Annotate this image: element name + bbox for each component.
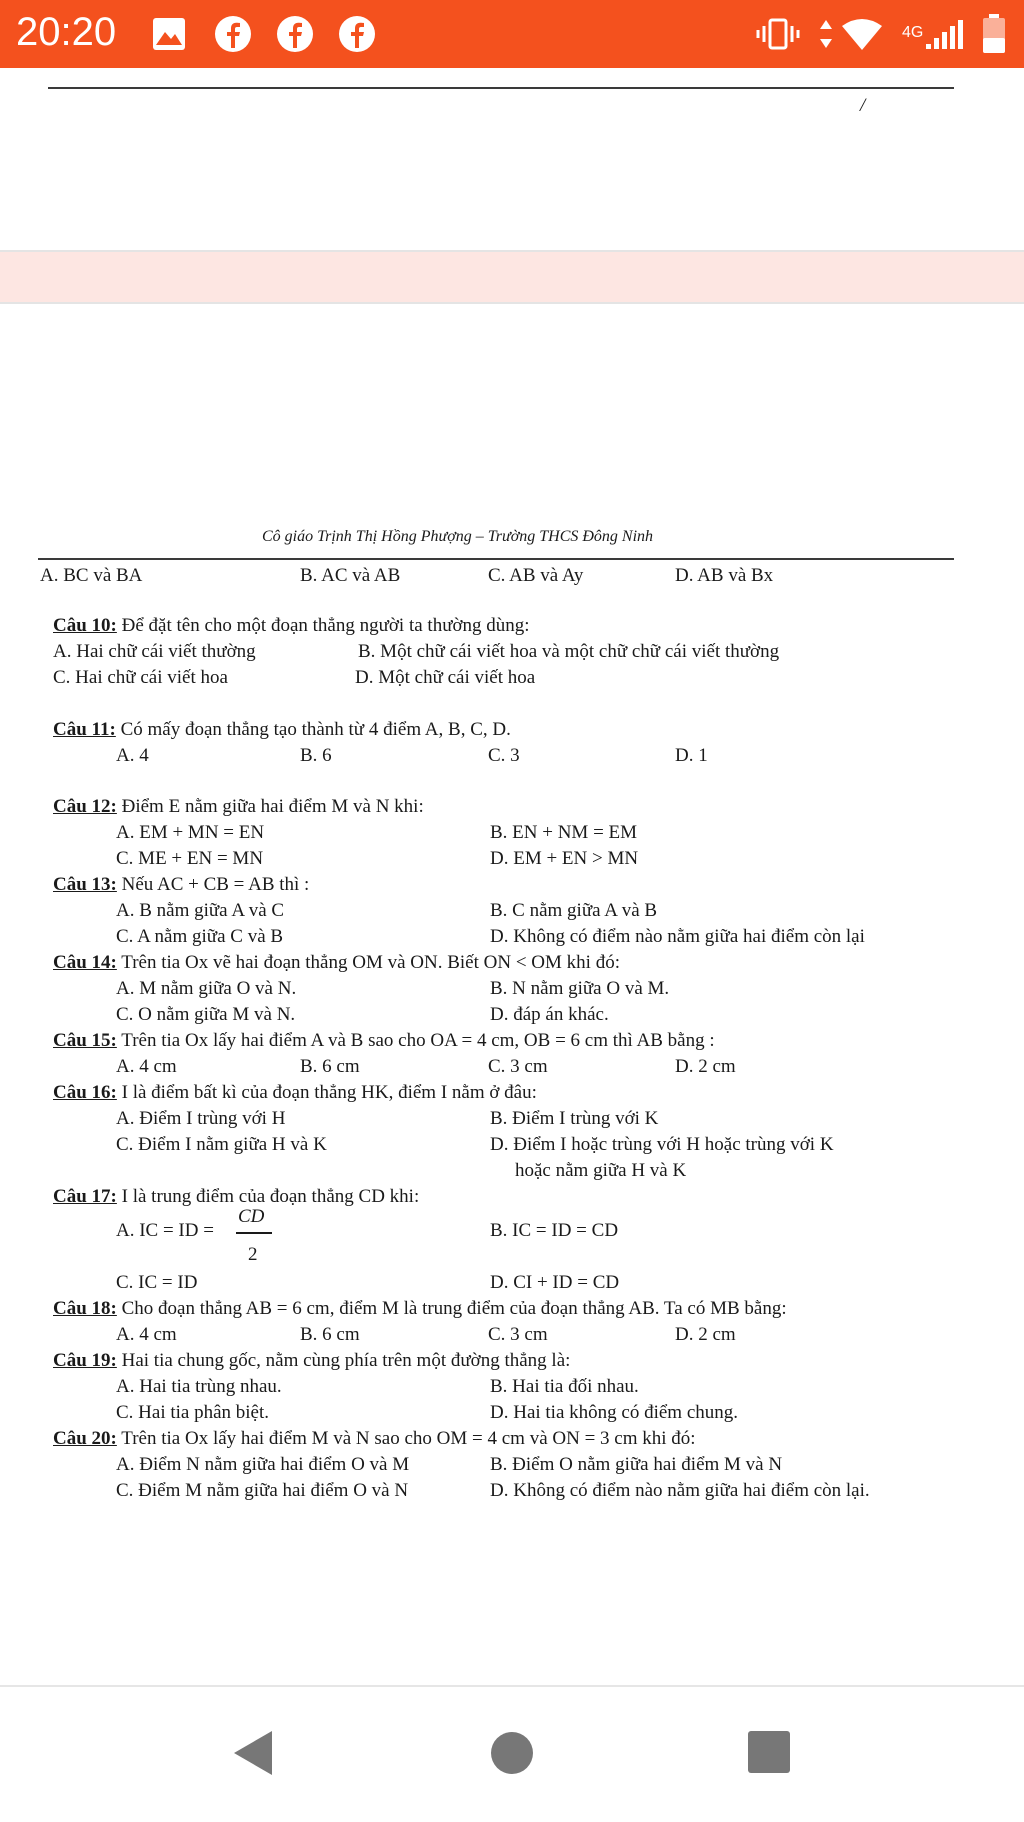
question-stem: I là điểm bất kì của đoạn thẳng HK, điểm I nằm ở đâu: (116, 1082, 537, 1103)
question-14 (53, 952, 620, 974)
back-icon[interactable] (228, 1727, 278, 1779)
question-18 (53, 1298, 787, 1320)
status-time: 20:20 (16, 10, 117, 54)
q12-option-d: D. EM + EN > MN (490, 848, 639, 869)
fraction-numerator: CD (238, 1206, 265, 1227)
q20-option-d: D. Không có điểm nào nằm giữa hai điểm còn lại. (490, 1480, 870, 1501)
question-label: Câu 11: (53, 719, 116, 740)
page-separator (0, 250, 1024, 304)
question-stem: I là trung điểm của đoạn thẳng CD khi: (116, 1186, 420, 1207)
q11-option-b: B. 6 (300, 745, 332, 766)
prev-answer-a: A. BC và BA (40, 565, 143, 586)
q19-option-c: C. Hai tia phân biệt. (116, 1402, 270, 1423)
prev-answer-b: B. AC và AB (300, 565, 401, 586)
fraction-denominator: 2 (248, 1244, 258, 1265)
q12-option-b: B. EN + NM = EM (490, 822, 638, 843)
page-number-mark: / (860, 95, 866, 116)
q19-option-b: B. Hai tia đối nhau. (490, 1376, 639, 1397)
q13-option-b: B. C nằm giữa A và B (490, 900, 658, 921)
battery-icon (982, 14, 1006, 54)
q14-option-c: C. O nằm giữa M và N. (116, 1004, 296, 1025)
facebook-icon (338, 15, 376, 53)
q10-option-d: D. Một chữ cái viết hoa (355, 667, 536, 688)
question-stem: Nếu AC + CB = AB thì : (116, 874, 310, 895)
q13-option-d: D. Không có điểm nào nằm giữa hai điểm còn lại (490, 926, 865, 947)
question-stem: Trên tia Ox lấy hai điểm A và B sao cho OA = 4 cm, OB = 6 cm thì AB bằng : (116, 1030, 715, 1051)
q20-option-b: B. Điểm O nằm giữa hai điểm M và N (490, 1454, 783, 1475)
question-16 (53, 1082, 537, 1104)
question-11 (53, 719, 511, 741)
network-type: 4G (902, 24, 924, 41)
recents-icon[interactable] (744, 1727, 792, 1775)
q11-option-c: C. 3 (488, 745, 520, 766)
q16-option-d: D. Điểm I hoặc trùng với H hoặc trùng với K (490, 1134, 834, 1155)
question-12 (53, 796, 424, 818)
q11-option-a: A. 4 (116, 745, 149, 766)
gallery-icon (152, 17, 186, 51)
question-10 (53, 615, 530, 637)
question-label: Câu 20: (53, 1428, 117, 1449)
q16-option-c: C. Điểm I nằm giữa H và K (116, 1134, 327, 1155)
question-label: Câu 12: (53, 796, 117, 817)
q13-option-a: A. B nằm giữa A và C (116, 900, 285, 921)
q15-option-d: D. 2 cm (675, 1056, 736, 1077)
question-label: Câu 14: (53, 952, 117, 973)
q18-option-b: B. 6 cm (300, 1324, 360, 1345)
question-stem: Hai tia chung gốc, nằm cùng phía trên một đường thẳng là: (116, 1350, 571, 1371)
data-arrows-icon (818, 18, 834, 50)
page-header: Cô giáo Trịnh Thị Hồng Phượng – Trường THCS Đông Ninh (262, 528, 654, 545)
q17-option-c: C. IC = ID (116, 1272, 198, 1293)
question-label: Câu 10: (53, 615, 117, 636)
q16-option-d-continued: hoặc nằm giữa H và K (515, 1160, 687, 1181)
q18-option-d: D. 2 cm (675, 1324, 736, 1345)
q14-option-b: B. N nằm giữa O và M. (490, 978, 670, 999)
q20-option-a: A. Điểm N nằm giữa hai điểm O và M (116, 1454, 410, 1475)
q18-option-a: A. 4 cm (116, 1324, 177, 1345)
question-label: Câu 15: (53, 1030, 117, 1051)
q16-option-a: A. Điểm I trùng với H (116, 1108, 286, 1129)
home-icon[interactable] (488, 1727, 536, 1775)
question-13 (53, 874, 309, 896)
question-label: Câu 13: (53, 874, 117, 895)
facebook-icon (214, 15, 252, 53)
q14-option-d: D. đáp án khác. (490, 1004, 609, 1025)
question-15 (53, 1030, 715, 1052)
page-rule-top (48, 87, 954, 89)
prev-answer-c: C. AB và Ay (488, 565, 584, 586)
question-stem: Có mấy đoạn thẳng tạo thành từ 4 điểm A, B, C, D. (115, 719, 511, 740)
vibrate-icon (756, 18, 800, 50)
q19-option-d: D. Hai tia không có điểm chung. (490, 1402, 739, 1423)
wifi-icon (840, 18, 884, 52)
q17-option-b: B. IC = ID = CD (490, 1220, 619, 1241)
question-stem: Trên tia Ox vẽ hai đoạn thẳng OM và ON. Biết ON < OM khi đó: (116, 952, 620, 973)
fraction-bar (236, 1232, 272, 1234)
question-stem: Cho đoạn thẳng AB = 6 cm, điểm M là trung điểm của đoạn thẳng AB. Ta có MB bằng: (116, 1298, 787, 1319)
q17-option-a: A. IC = ID = (116, 1220, 214, 1241)
q16-option-b: B. Điểm I trùng với K (490, 1108, 659, 1129)
question-20 (53, 1428, 696, 1450)
q15-option-a: A. 4 cm (116, 1056, 177, 1077)
question-stem: Điểm E nằm giữa hai điểm M và N khi: (116, 796, 424, 817)
q17-option-d: D. CI + ID = CD (490, 1272, 620, 1293)
question-stem: Để đặt tên cho một đoạn thẳng người ta thường dùng: (116, 615, 530, 636)
q13-option-c: C. A nằm giữa C và B (116, 926, 284, 947)
q20-option-c: C. Điểm M nằm giữa hai điểm O và N (116, 1480, 409, 1501)
question-label: Câu 17: (53, 1186, 117, 1207)
navigation-bar (0, 1685, 1024, 1822)
q19-option-a: A. Hai tia trùng nhau. (116, 1376, 282, 1397)
q10-option-c: C. Hai chữ cái viết hoa (53, 667, 228, 688)
question-label: Câu 19: (53, 1350, 117, 1371)
prev-answer-d: D. AB và Bx (675, 565, 774, 586)
question-17 (53, 1186, 419, 1208)
q10-option-b: B. Một chữ cái viết hoa và một chữ chữ cái viết thường (358, 641, 780, 662)
q15-option-b: B. 6 cm (300, 1056, 360, 1077)
q12-option-a: A. EM + MN = EN (116, 822, 265, 843)
q10-option-a: A. Hai chữ cái viết thường (53, 641, 256, 662)
question-stem: Trên tia Ox lấy hai điểm M và N sao cho OM = 4 cm và ON = 3 cm khi đó: (116, 1428, 696, 1449)
q15-option-c: C. 3 cm (488, 1056, 548, 1077)
question-label: Câu 16: (53, 1082, 117, 1103)
question-label: Câu 18: (53, 1298, 117, 1319)
q18-option-c: C. 3 cm (488, 1324, 548, 1345)
facebook-icon (276, 15, 314, 53)
q11-option-d: D. 1 (675, 745, 708, 766)
q14-option-a: A. M nằm giữa O và N. (116, 978, 297, 999)
header-rule (38, 558, 954, 560)
status-bar (0, 0, 1024, 68)
question-19 (53, 1350, 570, 1372)
signal-icon (924, 18, 968, 50)
q12-option-c: C. ME + EN = MN (116, 848, 264, 869)
